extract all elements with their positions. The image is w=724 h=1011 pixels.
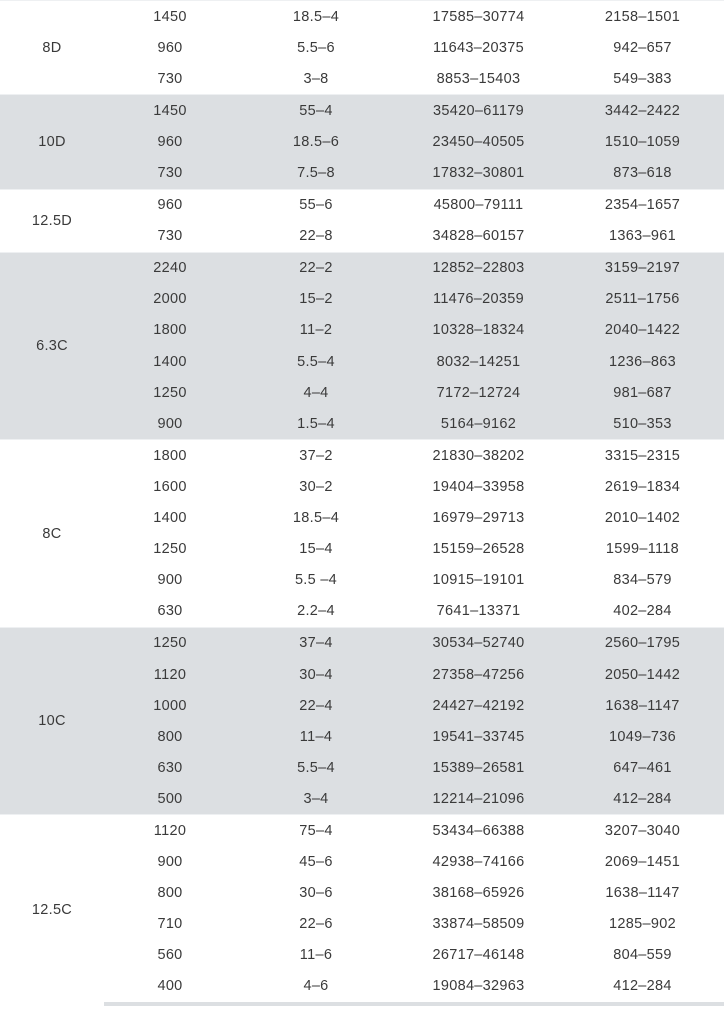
table-row	[0, 503, 724, 534]
pressure-cell: 1236–863	[561, 346, 724, 377]
flow-cell: 17585–30774	[396, 1, 561, 33]
speed-cell: 730	[104, 157, 236, 189]
table-row	[0, 721, 724, 752]
pressure-cell: 1638–1147	[561, 878, 724, 909]
pressure-cell: 1363–961	[561, 221, 724, 253]
flow-cell: 16979–29713	[396, 503, 561, 534]
power-cell: 30–2	[236, 471, 396, 502]
table-row	[0, 752, 724, 783]
flow-cell: 33874–58509	[396, 909, 561, 940]
flow-cell: 35420–61179	[396, 95, 561, 127]
pressure-cell: 1285–902	[561, 909, 724, 940]
power-cell: 18.5–6	[236, 126, 396, 157]
table-row	[0, 971, 724, 1004]
power-cell: 5.5–4	[236, 346, 396, 377]
table-row	[0, 909, 724, 940]
pressure-cell: 647–461	[561, 752, 724, 783]
speed-cell: 1800	[104, 315, 236, 346]
flow-cell: 7172–12724	[396, 377, 561, 408]
power-cell: 22–6	[236, 909, 396, 940]
flow-cell: 27358–47256	[396, 659, 561, 690]
speed-cell: 730	[104, 63, 236, 95]
flow-cell: 11476–20359	[396, 284, 561, 315]
table-row	[0, 1, 724, 33]
table-row	[0, 252, 724, 284]
flow-cell: 8032–14251	[396, 346, 561, 377]
flow-cell: 53434–66388	[396, 815, 561, 847]
power-cell: 15–2	[236, 284, 396, 315]
pressure-cell: 2158–1501	[561, 1, 724, 33]
pressure-cell: 3207–3040	[561, 815, 724, 847]
power-cell: 11–2	[236, 315, 396, 346]
flow-cell: 19541–33745	[396, 721, 561, 752]
pressure-cell: 402–284	[561, 596, 724, 628]
pressure-cell: 2040–1422	[561, 315, 724, 346]
power-cell: 7.5–8	[236, 157, 396, 189]
flow-cell: 15389–26581	[396, 752, 561, 783]
pressure-cell: 1638–1147	[561, 690, 724, 721]
speed-cell: 900	[104, 408, 236, 440]
speed-cell: 1400	[104, 503, 236, 534]
pressure-cell: 1510–1059	[561, 126, 724, 157]
table-row	[0, 940, 724, 971]
table-row	[0, 221, 724, 253]
speed-cell: 960	[104, 189, 236, 221]
speed-cell: 900	[104, 565, 236, 596]
power-cell: 4–4	[236, 377, 396, 408]
flow-cell: 19404–33958	[396, 471, 561, 502]
power-cell: 45–6	[236, 847, 396, 878]
speed-cell: 1120	[104, 815, 236, 847]
speed-cell: 500	[104, 783, 236, 815]
flow-cell: 23450–40505	[396, 126, 561, 157]
flow-cell: 5164–9162	[396, 408, 561, 440]
flow-cell: 24427–42192	[396, 690, 561, 721]
power-cell: 15–4	[236, 534, 396, 565]
table-row	[0, 408, 724, 440]
flow-cell: 12852–22803	[396, 252, 561, 284]
speed-cell: 1250	[104, 377, 236, 408]
flow-cell: 19084–32963	[396, 971, 561, 1004]
speed-cell: 630	[104, 752, 236, 783]
power-cell: 75–4	[236, 815, 396, 847]
power-cell: 5.5–6	[236, 32, 396, 63]
spec-table-body	[0, 1, 724, 1005]
speed-cell: 1450	[104, 1, 236, 33]
power-cell: 22–8	[236, 221, 396, 253]
pressure-cell: 3442–2422	[561, 95, 724, 127]
table-row	[0, 534, 724, 565]
model-cell: 10C	[0, 627, 104, 815]
speed-cell: 400	[104, 971, 236, 1004]
flow-cell: 11643–20375	[396, 32, 561, 63]
pressure-cell: 942–657	[561, 32, 724, 63]
flow-cell: 7641–13371	[396, 596, 561, 628]
table-row	[0, 32, 724, 63]
speed-cell: 1120	[104, 659, 236, 690]
power-cell: 18.5–4	[236, 503, 396, 534]
speed-cell: 1600	[104, 471, 236, 502]
pressure-cell: 1049–736	[561, 721, 724, 752]
power-cell: 11–4	[236, 721, 396, 752]
speed-cell: 960	[104, 32, 236, 63]
power-cell: 3–4	[236, 783, 396, 815]
table-row	[0, 315, 724, 346]
pressure-cell: 2010–1402	[561, 503, 724, 534]
power-cell: 18.5–4	[236, 1, 396, 33]
pressure-cell: 510–353	[561, 408, 724, 440]
table-row	[0, 95, 724, 127]
model-cell: 10D	[0, 95, 104, 189]
flow-cell: 10915–19101	[396, 565, 561, 596]
power-cell: 22–4	[236, 690, 396, 721]
pressure-cell: 3315–2315	[561, 440, 724, 472]
table-row	[0, 878, 724, 909]
pressure-cell: 1599–1118	[561, 534, 724, 565]
table-row	[0, 627, 724, 659]
speed-cell: 1450	[104, 95, 236, 127]
pressure-cell: 834–579	[561, 565, 724, 596]
flow-cell: 12214–21096	[396, 783, 561, 815]
speed-cell: 1000	[104, 690, 236, 721]
flow-cell: 8853–15403	[396, 63, 561, 95]
power-cell: 37–2	[236, 440, 396, 472]
table-row	[0, 126, 724, 157]
power-cell: 30–4	[236, 659, 396, 690]
power-cell: 2.2–4	[236, 596, 396, 628]
pressure-cell: 2354–1657	[561, 189, 724, 221]
power-cell: 3–8	[236, 63, 396, 95]
speed-cell: 960	[104, 126, 236, 157]
pressure-cell: 2619–1834	[561, 471, 724, 502]
pressure-cell: 873–618	[561, 157, 724, 189]
power-cell: 5.5 –4	[236, 565, 396, 596]
power-cell: 5.5–4	[236, 752, 396, 783]
speed-cell: 2000	[104, 284, 236, 315]
speed-cell: 800	[104, 878, 236, 909]
model-cell: 8C	[0, 440, 104, 628]
flow-cell: 30534–52740	[396, 627, 561, 659]
speed-cell: 630	[104, 596, 236, 628]
table-row	[0, 284, 724, 315]
speed-cell: 2240	[104, 252, 236, 284]
speed-cell: 900	[104, 847, 236, 878]
table-row	[0, 377, 724, 408]
table-row	[0, 565, 724, 596]
model-cell: 12.5D	[0, 189, 104, 252]
table-row	[0, 815, 724, 847]
speed-cell: 1250	[104, 534, 236, 565]
speed-cell: 730	[104, 221, 236, 253]
table-row	[0, 659, 724, 690]
table-row	[0, 847, 724, 878]
power-cell: 22–2	[236, 252, 396, 284]
power-cell: 11–6	[236, 940, 396, 971]
power-cell: 30–6	[236, 878, 396, 909]
flow-cell: 26717–46148	[396, 940, 561, 971]
table-row	[0, 783, 724, 815]
pressure-cell: 2050–1442	[561, 659, 724, 690]
speed-cell: 560	[104, 940, 236, 971]
table-row	[0, 346, 724, 377]
power-cell: 1.5–4	[236, 408, 396, 440]
pressure-cell: 412–284	[561, 783, 724, 815]
model-cell: 12.5C	[0, 815, 104, 1004]
table-row	[0, 690, 724, 721]
table-row	[0, 189, 724, 221]
table-row	[0, 157, 724, 189]
speed-cell: 800	[104, 721, 236, 752]
power-cell: 55–4	[236, 95, 396, 127]
flow-cell: 42938–74166	[396, 847, 561, 878]
pressure-cell: 412–284	[561, 971, 724, 1004]
flow-cell: 38168–65926	[396, 878, 561, 909]
pressure-cell: 804–559	[561, 940, 724, 971]
pressure-cell: 2069–1451	[561, 847, 724, 878]
flow-cell: 34828–60157	[396, 221, 561, 253]
pressure-cell: 2511–1756	[561, 284, 724, 315]
power-cell: 55–6	[236, 189, 396, 221]
table-row	[0, 596, 724, 628]
speed-cell: 1800	[104, 440, 236, 472]
flow-cell: 45800–79111	[396, 189, 561, 221]
model-cell: 6.3C	[0, 252, 104, 440]
speed-cell: 710	[104, 909, 236, 940]
power-cell: 4–6	[236, 971, 396, 1004]
flow-cell: 10328–18324	[396, 315, 561, 346]
pressure-cell: 549–383	[561, 63, 724, 95]
table-row	[0, 471, 724, 502]
speed-cell: 1400	[104, 346, 236, 377]
speed-cell: 1250	[104, 627, 236, 659]
pressure-cell: 2560–1795	[561, 627, 724, 659]
pressure-cell: 981–687	[561, 377, 724, 408]
table-row	[0, 63, 724, 95]
flow-cell: 17832–30801	[396, 157, 561, 189]
table-row	[0, 440, 724, 472]
power-cell: 37–4	[236, 627, 396, 659]
model-cell: 8D	[0, 1, 104, 95]
flow-cell: 15159–26528	[396, 534, 561, 565]
flow-cell: 21830–38202	[396, 440, 561, 472]
pressure-cell: 3159–2197	[561, 252, 724, 284]
